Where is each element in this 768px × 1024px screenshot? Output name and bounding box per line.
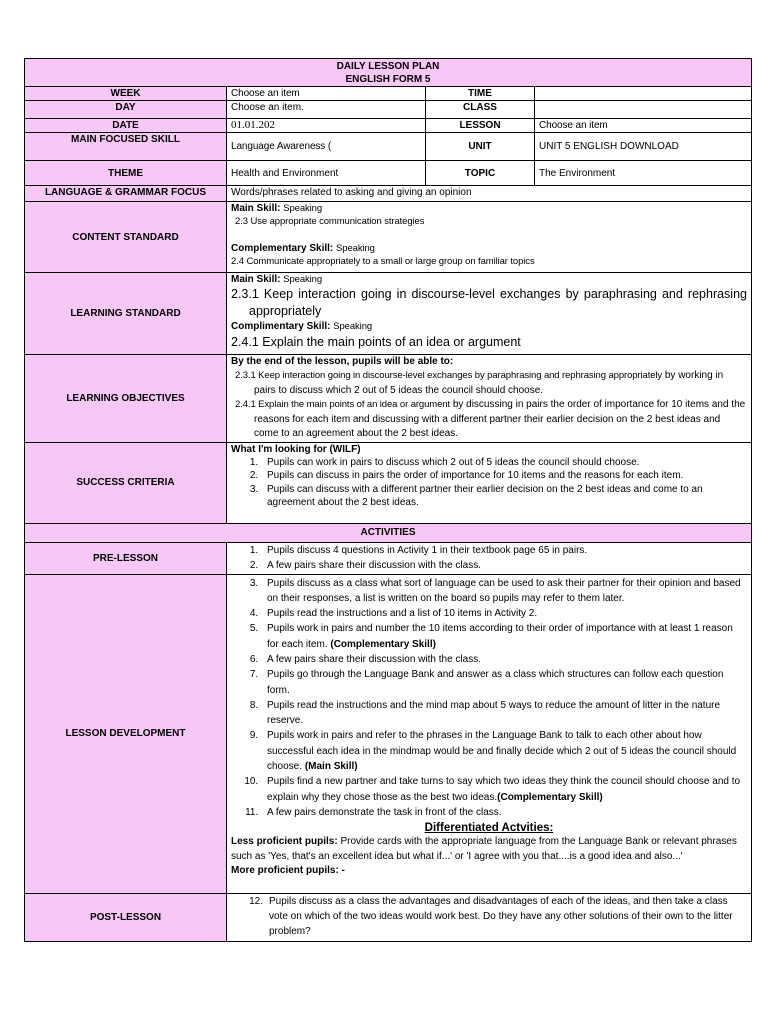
objective-2 [231,398,747,442]
list-item: 6. A few pairs share their discussion with the class. [261,652,747,667]
cs-comp-dropdown[interactable]: Speaking [336,243,375,254]
topic-label: TOPIC [426,161,535,186]
ls-main-dropdown[interactable]: Speaking [283,274,323,285]
cs-main-standard[interactable]: 2.3 Use appropriate communication strategies [235,216,425,227]
objective-1 [231,369,747,398]
list-item: 1. Pupils can work in pairs to discuss which 2 out of 5 ideas the council should choose. [261,456,747,470]
time-value[interactable] [535,87,752,101]
lesson-development-list [231,576,747,821]
list-item: 3. Pupils can discuss with a different partner their earlier decision on the 2 best ideas and come to an agreement about the 2 best ideas. [261,483,747,510]
date-field[interactable]: 01.01.202 [227,119,426,133]
objectives-intro: By the end of the lesson, pupils will be able to: [231,356,454,367]
less-proficient-label: Less proficient pupils: [231,836,338,848]
unit-value: UNIT 5 ENGLISH DOWNLOAD [535,133,752,161]
header-title: DAILY LESSON PLAN [336,60,440,72]
plan-header [25,59,752,87]
cs-comp-standard[interactable]: 2.4 Communicate appropriately to a small or large group on familiar topics [231,256,535,267]
learning-standard-cell [227,273,752,355]
grammar-label: LANGUAGE & GRAMMAR FOCUS [25,186,227,202]
date-label: DATE [25,119,227,133]
topic-value: The Environment [535,161,752,186]
wilf-heading: What I'm looking for (WILF) [231,443,361,455]
ls-comp-label: Complimentary Skill: [231,321,331,332]
unit-label: UNIT [426,133,535,161]
time-label: TIME [426,87,535,101]
post-lesson-number: 12. [249,895,263,907]
objective-2-text: by discussing in pairs the order of importance for 10 items and the reasons for each item and discussing with a different partner their earlier decision on the 2 best ideas and come to an agreement about the 2 best ideas. [254,399,746,439]
main-skill-label: MAIN FOCUSED SKILL [25,133,227,161]
lesson-development-label: LESSON DEVELOPMENT [25,574,227,893]
list-item: 10. Pupils find a new partner and take turns to say which two ideas they think the council should choose and to explain why they chose those as the best two ideas.(Complementary Skill) [261,774,747,805]
main-skill-dropdown[interactable]: Language Awareness ( [227,133,426,161]
activities-header: ACTIVITIES [25,523,752,542]
theme-label: THEME [25,161,227,186]
list-item: 9. Pupils work in pairs and refer to the phrases in the Language Bank to talk to each other about how successful each idea in the mindmap would be and finally decide which 2 out of 5 ideas the council should choose. (Main Skill) [261,728,747,774]
objective-2-standard[interactable]: 2.4.1 Explain the main points of an idea or argument [235,399,451,410]
list-item: 4. Pupils read the instructions and a list of 10 items in Activity 2. [261,606,747,621]
week-label: WEEK [25,87,227,101]
list-item: 2. A few pairs share their discussion with the class. [261,558,747,573]
pre-lesson-cell [227,542,752,574]
success-criteria-label: SUCCESS CRITERIA [25,442,227,523]
grammar-value: Words/phrases related to asking and giving an opinion [227,186,752,202]
day-dropdown[interactable]: Choose an item. [227,101,426,119]
content-standard-cell [227,202,752,273]
list-item: 8. Pupils read the instructions and the mind map about 5 ways to reduce the amount of litter in the nature reserve. [261,698,747,729]
more-proficient-label: More proficient pupils: - [231,865,345,877]
list-item: 11. A few pairs demonstrate the task in front of the class. [261,805,747,820]
header-subtitle: ENGLISH FORM 5 [345,73,431,85]
week-dropdown[interactable]: Choose an item [227,87,426,101]
less-proficient-text: Provide cards with the appropriate language from the Language Bank or relevant phrases such as 'Yes, that's an excellent idea but what if...' or 'I agree with you that....is a good idea and also...' [231,836,737,862]
post-lesson-item [231,894,747,940]
lesson-development-cell [227,574,752,893]
objective-1-standard[interactable]: 2.3.1 Keep interaction going in discourse-level exchanges by paraphrasing and rephrasing appropriately [235,370,663,381]
list-item: 1. Pupils discuss 4 questions in Activity 1 in their textbook page 65 in pairs. [261,543,747,558]
pre-lesson-label: PRE-LESSON [25,542,227,574]
day-label: DAY [25,101,227,119]
list-item: 2. Pupils can discuss in pairs the order of importance for 10 items and the reasons for each item. [261,469,747,483]
list-item: 3. Pupils discuss as a class what sort of language can be used to ask their partner for their opinion and based on their responses, a list is written on the board so pupils may refer to them later. [261,576,747,607]
ls-main-standard: 2.3.1 Keep interaction going in discourse-level exchanges by paraphrasing and rephrasing appropriately [231,287,747,318]
less-proficient [231,835,747,864]
ls-comp-dropdown[interactable]: Speaking [333,321,373,332]
content-standard-label: CONTENT STANDARD [25,202,227,273]
pre-lesson-list [231,543,747,574]
cs-main-dropdown[interactable]: Speaking [283,203,323,214]
cs-main-label: Main Skill: [231,203,281,214]
differentiated-title: Differentiated Actvities: [424,822,554,835]
list-item: 5. Pupils work in pairs and number the 10 items according to their order of importance with at least 1 reason for each item. (Complementary Skill) [261,621,747,652]
objectives-label: LEARNING OBJECTIVES [25,355,227,443]
theme-value: Health and Environment [227,161,426,186]
cs-comp-label: Complementary Skill: [231,243,334,254]
success-criteria-cell [227,442,752,523]
class-label: CLASS [426,101,535,119]
learning-standard-label: LEARNING STANDARD [25,273,227,355]
class-value[interactable] [535,101,752,119]
objectives-cell [227,355,752,443]
post-lesson-cell [227,893,752,941]
ls-comp-standard: 2.4.1 Explain the main points of an idea or argument [231,335,521,349]
objective-1-text: by working in pairs to discuss which 2 out of 5 ideas the council should choose. [254,370,724,396]
lesson-dropdown[interactable]: Choose an item [535,119,752,133]
post-lesson-label: POST-LESSON [25,893,227,941]
post-lesson-text: Pupils discuss as a class the advantages and disadvantages of each of the ideas, and then take a class vote on which of the two ideas would work best. Do they have any other solutions of their own to the litter problem? [269,895,733,938]
lesson-label: LESSON [426,119,535,133]
success-list [231,456,747,510]
ls-main-label: Main Skill: [231,274,281,285]
list-item: 7. Pupils go through the Language Bank and answer as a class which structures can follow each question form. [261,667,747,698]
lesson-plan-table [24,58,752,942]
